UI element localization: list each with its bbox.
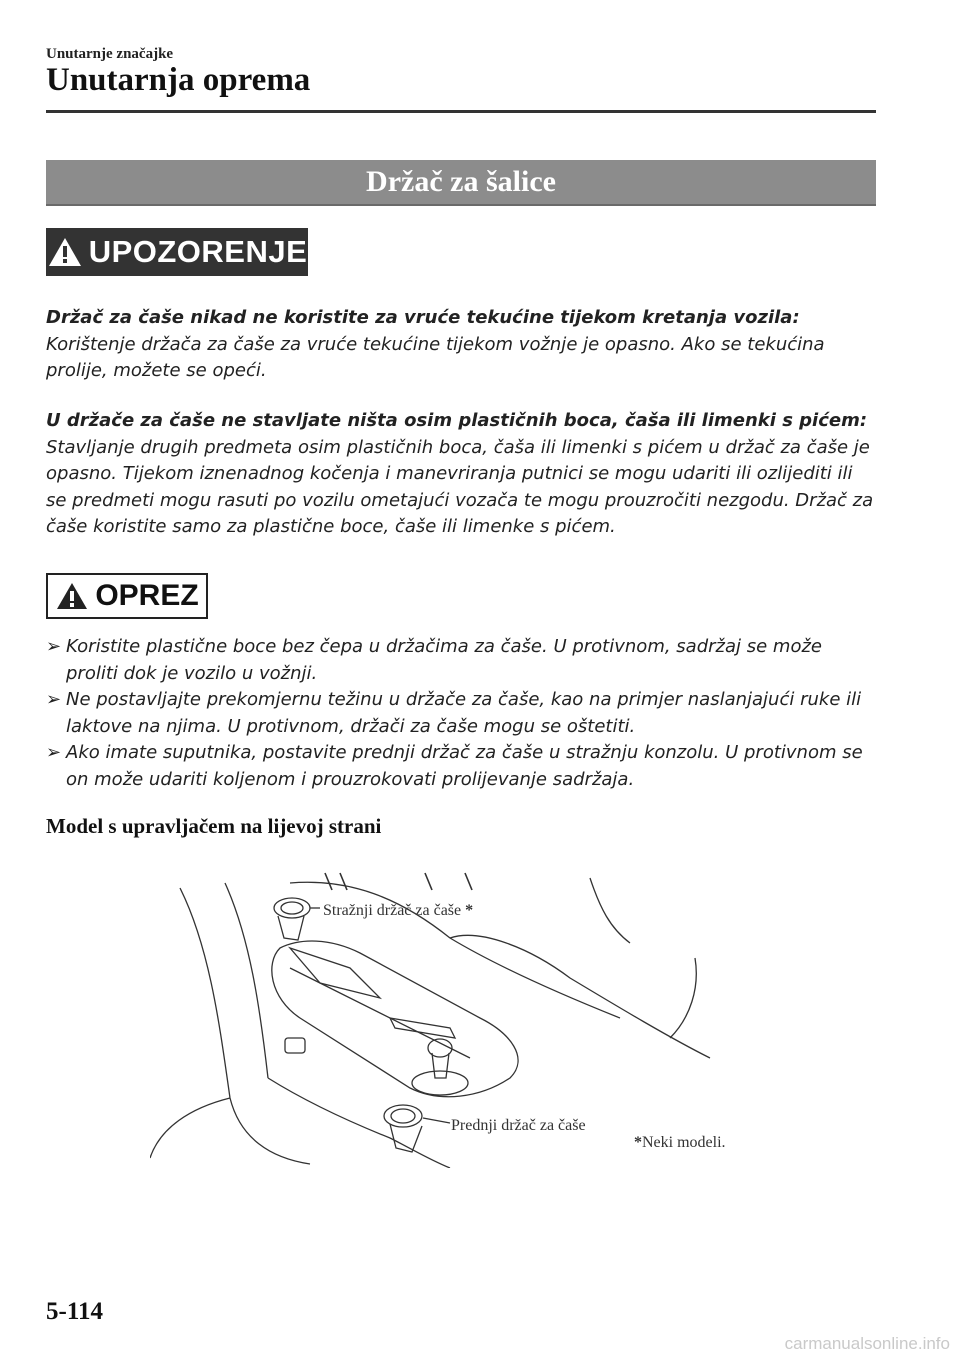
- asterisk-marker: *: [465, 902, 474, 919]
- caution-bullet: [46, 687, 876, 740]
- watermark: carmanualsonline.info: [784, 1334, 950, 1353]
- footnote-text: Neki modeli.: [642, 1134, 726, 1151]
- arrow-bullet-icon: ➢: [46, 689, 62, 710]
- caution-bullet-text: Ako imate suputnika, postavite prednji držač za čaše u stražnju konzolu. U protivnom se on može udariti koljenom i prouzrokovati prolijevanje sadržaja.: [66, 742, 863, 790]
- caution-bullet-text: Ne postavljajte prekomjernu težinu u držače za čaše, kao na primjer naslanjajući ruke ili laktove na njima. U protivnom, držači za čaše mogu se oštetiti.: [66, 689, 862, 737]
- front-cup-holder-label: Prednji držač za čaše: [451, 1117, 586, 1134]
- warning-item-text: Korištenje držača za čaše za vruće tekućine tijekom vožnje je opasno. Ako se tekućina prolije, možete se opeći.: [46, 333, 825, 381]
- title-divider: [46, 110, 876, 113]
- cup-holder-illustration: [150, 868, 760, 1168]
- page-number: 5-114: [46, 1298, 103, 1325]
- caution-bullet: [46, 740, 876, 793]
- figure-footnote: [634, 1134, 726, 1152]
- section-title: Držač za šalice: [366, 165, 556, 198]
- warning-label: UPOZORENJE: [88, 234, 308, 269]
- asterisk-marker: *: [634, 1134, 642, 1151]
- breadcrumb: Unutarnje značajke: [46, 46, 174, 62]
- warning-item-heading: U držače za čaše ne stavljate ništa osim plastičnih boca, čaša ili limenki s pićem:: [46, 410, 868, 431]
- model-heading: Model s upravljačem na lijevoj strani: [46, 814, 382, 838]
- section-banner: [46, 160, 876, 206]
- warning-triangle-icon: [47, 236, 83, 268]
- arrow-bullet-icon: ➢: [46, 742, 62, 763]
- caution-bullet: [46, 634, 876, 687]
- page-title: Unutarnja oprema: [46, 62, 311, 98]
- warning-item-heading: Držač za čaše nikad ne koristite za vruće tekućine tijekom kretanja vozila:: [46, 307, 800, 328]
- caution-bullet-text: Koristite plastične boce bez čepa u držačima za čaše. U protivnom, sadržaj se može proliti dok je vozilo u vožnji.: [66, 636, 822, 684]
- caution-triangle-icon: [55, 581, 89, 611]
- arrow-bullet-icon: ➢: [46, 636, 62, 657]
- caution-badge: [46, 573, 208, 619]
- warning-badge: [46, 228, 308, 276]
- rear-cup-holder-label: [323, 902, 473, 920]
- warning-item-text: Stavljanje drugih predmeta osim plastičnih boca, čaša ili limenki s pićem u držač za čaše je opasno. Tijekom iznenadnog kočenja i manevriranja putnici se mogu udariti ili ozlijediti ili se predmeti mogu rasuti po vozilu ometajući vozača te mogu prouzročiti nezgodu. Držač za čaše koristite samo za plastične boce, čaše ili limenke s pićem.: [46, 436, 874, 537]
- warning-item: [46, 408, 876, 541]
- rear-cup-holder-text: Stražnji držač za čaše: [323, 902, 462, 919]
- caution-label: OPREZ: [95, 579, 199, 612]
- caution-list: [46, 634, 876, 793]
- warning-item: [46, 305, 876, 385]
